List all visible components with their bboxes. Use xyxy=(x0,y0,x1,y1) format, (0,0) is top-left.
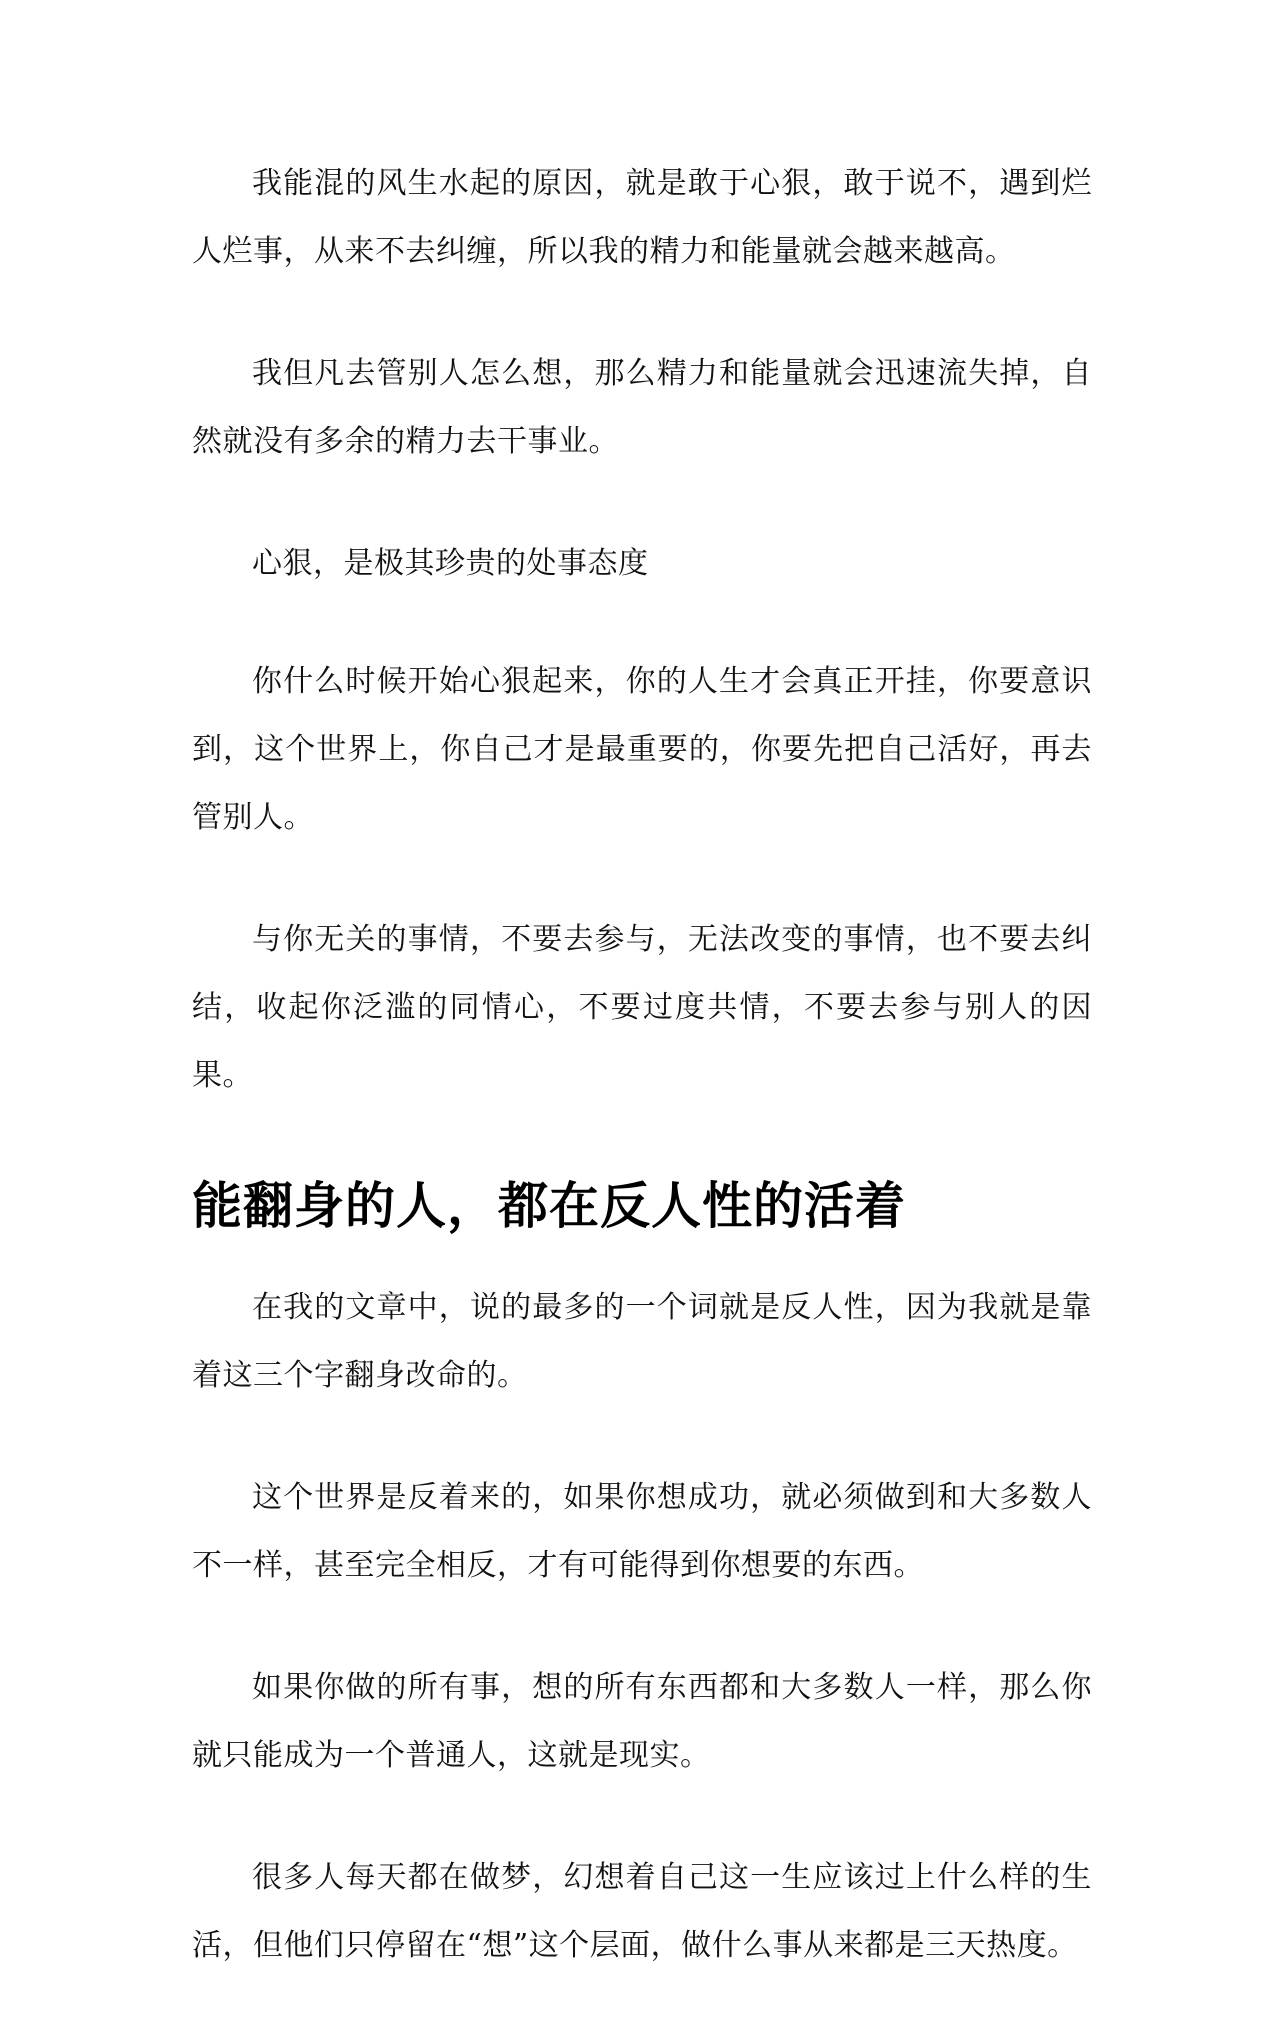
paragraph: 你什么时候开始心狠起来，你的人生才会真正开挂，你要意识到，这个世界上，你自己才是最重要的，你要先把自己活好，再去管别人。 xyxy=(192,664,1092,835)
paragraph: 这个世界是反着来的，如果你想成功，就必须做到和大多数人不一样，甚至完全相反，才有可能得到你想要的东西。 xyxy=(192,1480,1092,1583)
paragraph: 与你无关的事情，不要去参与，无法改变的事情，也不要去纠结，收起你泛滥的同情心，不要过度共情，不要去参与别人的因果。 xyxy=(192,922,1092,1093)
paragraph: 我能混的风生水起的原因，就是敢于心狠，敢于说不，遇到烂人烂事，从来不去纠缠，所以我的精力和能量就会越来越高。 xyxy=(192,166,1092,269)
document-page xyxy=(192,150,1092,2034)
section-heading: 能翻身的人，都在反人性的活着 xyxy=(192,1177,906,1235)
paragraph: 我但凡去管别人怎么想，那么精力和能量就会迅速流失掉，自然就没有多余的精力去干事业。 xyxy=(192,356,1092,459)
paragraph: 心狠，是极其珍贵的处事态度 xyxy=(252,546,649,581)
paragraph: 很多人每天都在做梦，幻想着自己这一生应该过上什么样的生活，但他们只停留在“想”这个层面，做什么事从来都是三天热度。 xyxy=(192,1860,1092,1963)
paragraph: 如果你做的所有事，想的所有东西都和大多数人一样，那么你就只能成为一个普通人，这就是现实。 xyxy=(192,1670,1092,1773)
paragraph: 在我的文章中，说的最多的一个词就是反人性，因为我就是靠着这三个字翻身改命的。 xyxy=(192,1290,1092,1393)
